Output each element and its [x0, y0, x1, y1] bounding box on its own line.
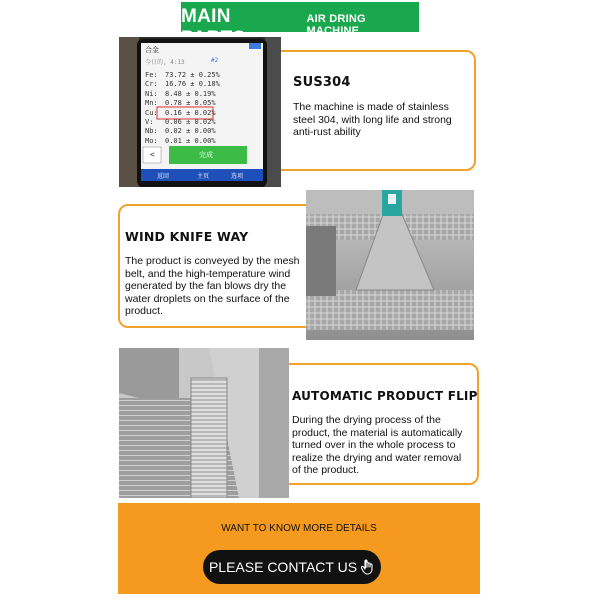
phone-reading-value: 0.06 ± 0.02% — [165, 118, 216, 126]
banner-main-title: MAIN — [181, 6, 231, 27]
phone-reading-element: Nb: — [145, 127, 158, 136]
phone-reading-value: 0.01 ± 0.00% — [165, 136, 216, 145]
phone-nav-home: 主页 — [197, 173, 210, 180]
phone-reading-value: 73.72 ± 0.25% — [165, 71, 220, 79]
phone-reading-element: Ni: — [145, 89, 158, 98]
title-banner — [181, 2, 419, 37]
phone-reading-value: 0.78 ± 0.05% — [165, 99, 216, 108]
product-flip-description: During the drying process of the product, the material is automatically turned over in the whole process to realize the drying and water removal of the product. — [292, 414, 463, 476]
contact-us-button[interactable] — [203, 550, 381, 584]
wind-knife-description: The product is conveyed by the mesh belt, and the high-temperature wind generated by the fan blows dry the water droplets on the surface of the product. — [125, 255, 300, 317]
phone-nav-back: 返回 — [157, 173, 170, 180]
phone-reading-element: Fe: — [145, 71, 158, 79]
product-flip-photo — [119, 348, 289, 498]
phone-back-button: < — [150, 150, 155, 159]
phone-header: 合金 — [145, 46, 159, 54]
phone-ok-button: 完成 — [199, 151, 213, 159]
phone-reading-element: V: — [145, 118, 154, 126]
phone-date: 今日的, 4:13 — [145, 59, 185, 66]
phone-reading-element: Cu: — [145, 108, 158, 117]
phone-reading-value: 0.16 ± 0.02% — [165, 108, 216, 117]
phone-reading-value: 0.02 ± 0.00% — [165, 127, 216, 136]
wind-knife-image — [306, 190, 474, 340]
phone-reading-element: Mo: — [145, 136, 158, 145]
contact-footer — [118, 503, 480, 594]
product-flip-title: AUTOMATIC PRODUCT FLIP — [292, 389, 478, 403]
hand-pointer-icon — [361, 559, 375, 575]
product-flip-image — [119, 348, 289, 498]
phone-reading-value: 8.48 ± 0.19% — [165, 89, 216, 98]
phone-analyzer-photo — [119, 37, 281, 187]
sus304-title: SUS304 — [293, 75, 351, 90]
phone-reading-value: 16.76 ± 0.18% — [165, 80, 220, 89]
more-details-text: WANT TO KNOW MORE DETAILS — [221, 523, 377, 534]
sus304-description: The machine is made of stainless steel 304, with long life and strong anti-rust ability — [293, 101, 452, 138]
phone-nav-options: 选项 — [231, 173, 244, 180]
banner-subtitle: AIR DRING MACHINE — [306, 13, 366, 37]
wind-knife-title: WIND KNIFE WAY — [125, 229, 249, 244]
contact-us-label: PLEASE CONTACT US — [208, 559, 358, 575]
phone-tag: #2 — [211, 57, 219, 64]
phone-reading-element: Mn: — [145, 99, 158, 108]
wind-knife-photo — [306, 190, 474, 340]
phone-reading-element: Cr: — [145, 80, 158, 89]
